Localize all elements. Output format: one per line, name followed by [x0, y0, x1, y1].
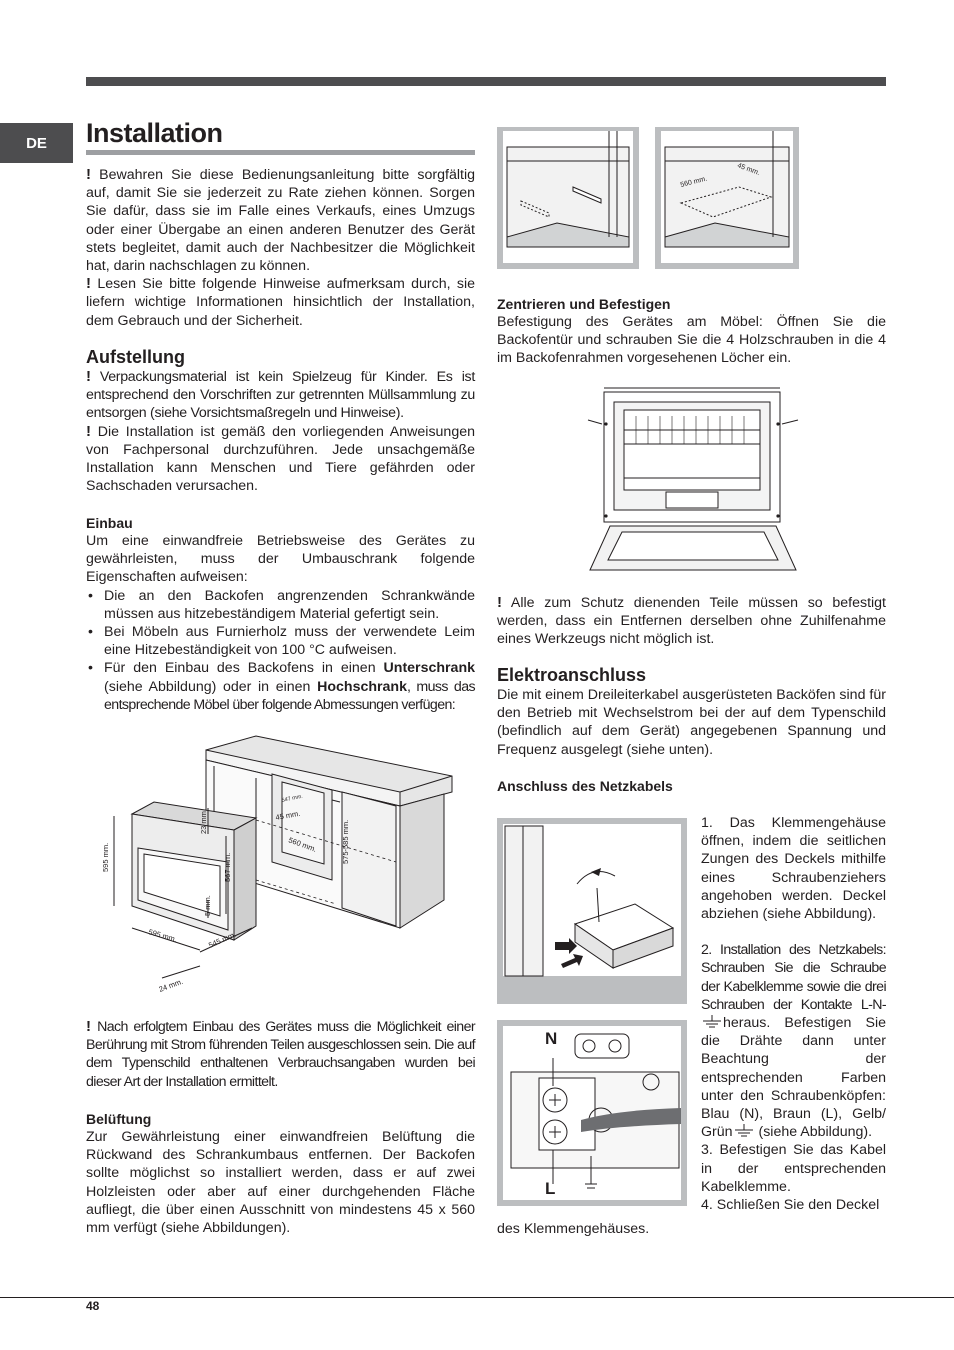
terminal-label-n: N [545, 1029, 558, 1048]
dim-545: 545 mm. [207, 929, 238, 950]
ventilation-figure-cutout [655, 127, 799, 269]
top-rule [86, 77, 886, 86]
intro-paragraph-1: ! Bewahren Sie diese Bedienungsanleitung bitte sorgfältig auf, damit Sie sie jederzeit zu Rate ziehen können. Sorgen Sie dafür, dass sie im Falle eines Verkaufs, eines Umzugs oder einer Übergabe an einen anderen Benutzer des Gerät stets begleitet, damit auch der Nachbesitzer die Möglichkeit hat, darin nachschlagen zu können. [86, 166, 475, 275]
ground-icon [701, 1015, 723, 1029]
oven-mounting-figure [586, 380, 800, 576]
step-4-continuation: des Klemmengehäuses. [497, 1221, 650, 1237]
dim-595-width: 595 mm. [147, 927, 178, 944]
dim-567: 567 mm. [223, 852, 232, 882]
ventilation-figure-strips [497, 127, 639, 269]
belueftung-heading: Belüftung [86, 1111, 152, 1127]
left-column [86, 166, 475, 330]
belueftung-paragraph: Zur Gewährleistung einer einwandfreien Belüftung die Rückwand des Schrankumbaus entfernen. Der Backofen sollte möglichst so installiert werden, dass er auf zwei Holzleisten oder aber auf einer durchgehenden Fläche aufliegt, die über einen Ausschnitt von mindestens 45 x 560 mm verfügt (siehe Abbildungen). [86, 1129, 475, 1237]
dim-547: 547 mm. [281, 793, 304, 804]
dim-24: 24 mm. [157, 976, 185, 994]
einbau-section [86, 514, 475, 714]
step-4: 4. Schließen Sie den Deckel [701, 1197, 880, 1214]
terminal-cover-figure [497, 818, 687, 1004]
dim-5: 5 mm. [203, 895, 212, 916]
aufstellung-heading: Aufstellung [86, 347, 185, 367]
after-installation-note: ! Nach erfolgtem Einbau des Gerätes muss die Möglichkeit einer Berührung mit Strom führenden Teilen ausgeschlossen sein. Die auf dem Typenschild enthaltenen Verbrauchsangaben wurden bei dieser Art der Installation ermittelt. [86, 1018, 476, 1090]
elektro-section [497, 664, 886, 759]
dim-560-vent: 560 mm. [679, 175, 708, 189]
dim-45-vent: 45 mm. [736, 162, 761, 177]
language-tab: DE [0, 123, 73, 163]
zentrieren-section [497, 295, 886, 368]
footer-rule [0, 1297, 954, 1298]
ground-icon [733, 1124, 755, 1138]
zentrieren-heading: Zentrieren und Befestigen [497, 296, 671, 312]
einbau-heading: Einbau [86, 515, 133, 531]
zentrieren-paragraph: Befestigung des Gerätes am Möbel: Öffnen Sie die Backofentür und schrauben Sie die 4 Holzschrauben in die 4 im Backofenrahmen vorgesehenen Löcher ein. [497, 314, 886, 367]
elektro-heading: Elektroanschluss [497, 665, 647, 685]
step-3: 3. Befestigen Sie das Kabel in der entsprechenden Kabelklemme. [701, 1142, 886, 1195]
step-1: 1. Das Klemmengehäuse öffnen, indem die seitlichen Zungen des Deckels mithilfe eines Schraubenziehers angehoben werden. Deckel abziehen (siehe Abbildung). [701, 815, 886, 923]
list-item: • Für den Einbau des Backofens in einen Unterschrank (siehe Abbildung) oder in einen Hochschrank, muss das entsprechende Möbel über folgende Abmessungen verfügen: [86, 659, 475, 714]
cabinet-dimension-figure [96, 730, 456, 1000]
netzkabel-steps [701, 814, 886, 1214]
belueftung-section [86, 1110, 475, 1237]
dim-45-cabinet: 45 mm. [274, 808, 301, 822]
page-number: 48 [86, 1299, 100, 1313]
intro-paragraph-2: ! Lesen Sie bitte folgende Hinweise aufmerksam durch, sie liefern wichtige Informationen hinsichtlich der Installation, dem Gebrauch und der Sicherheit. [86, 275, 475, 329]
schutz-note: ! Alle zum Schutz dienenden Teile müssen so befestigt werden, dass ein Entfernen derselben ohne Zuhilfenahme eines Werkzeugs nicht möglich ist. [497, 594, 886, 648]
list-item: • Die an den Backofen angrenzenden Schrankwände müssen aus hitzebeständigem Material gefertigt sein. [86, 587, 475, 623]
netzkabel-heading: Anschluss des Netzkabels [497, 778, 673, 794]
elektro-paragraph: Die mit einem Dreileiterkabel ausgerüsteten Backöfen sind für den Betrieb mit Wechselstrom bei der auf dem Typenschild (befindlich auf dem Gerät) angegebenen Spannung und Frequenz ausgelegt (siehe unten). [497, 687, 886, 758]
dim-560-cabinet: 560 mm. [287, 835, 318, 854]
aufstellung-paragraph-1: ! Verpackungsmaterial ist kein Spielzeug für Kinder. Es ist entsprechend den Vorschriften zur getrennten Müllsammlung zu entsorgen (siehe Vorsichtsmaßregeln und Hinweise). [86, 368, 475, 422]
netzkabel-heading-block [497, 777, 886, 795]
list-item: • Bei Möbeln aus Furnierholz muss der verwendete Leim eine Hitzebeständigkeit von 100 °C aufweisen. [86, 623, 475, 659]
page-title: Installation [86, 116, 475, 155]
terminal-wiring-figure [497, 1020, 687, 1206]
dim-23: 23 mm. [199, 808, 208, 834]
dim-575-585: 575-585 mm. [341, 819, 350, 864]
einbau-paragraph: Um eine einwandfreie Betriebsweise des Gerätes zu gewährleisten, muss der Umbauschrank folgende Eigenschaften aufweisen: [86, 533, 475, 586]
aufstellung-paragraph-2: ! Die Installation ist gemäß den vorliegenden Anweisungen von Fachpersonal durchzuführen. Jede unsachgemäße Installation kann Menschen und Tiere gefährden oder Sachschaden verursachen. [86, 422, 475, 495]
aufstellung-section [86, 346, 475, 495]
step-2: 2. Installation des Netzkabels: Schrauben Sie die Schraube der Kabelklemme sowie die drei Schrauben der Kontakte L-N-heraus. Befestigen Sie die Drähte dann unter Beachtung der entsprechenden Farben unter den Schraubenköpfen: Blau (N), Braun (L), Gelb/ Grün (siehe Abbildung). [701, 942, 886, 1141]
einbau-list [86, 587, 475, 714]
dim-595-height: 595 mm. [101, 842, 110, 872]
terminal-label-l: L [545, 1179, 556, 1198]
